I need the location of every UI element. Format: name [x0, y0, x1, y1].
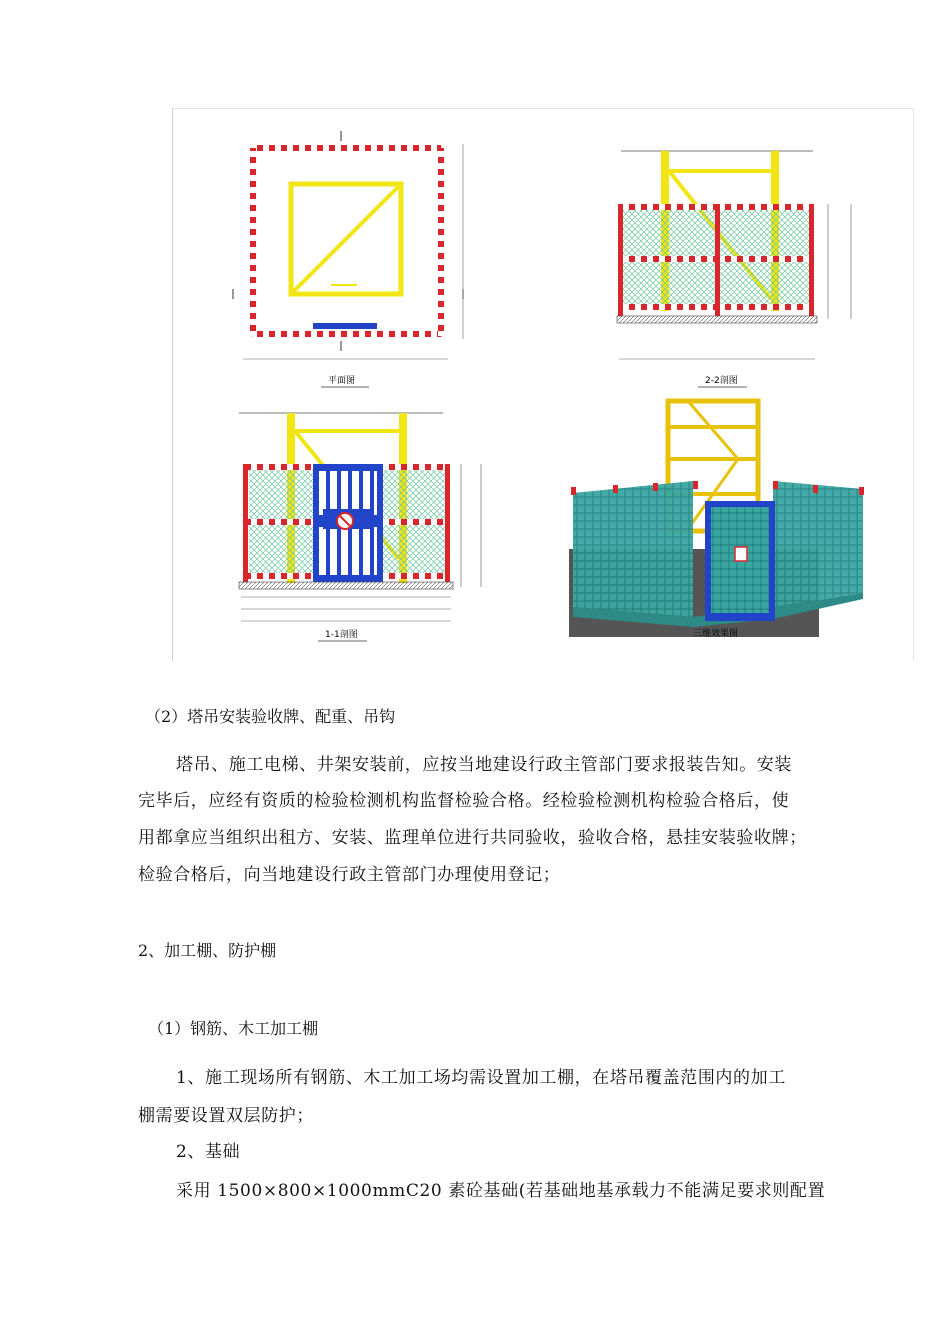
- paragraph-foundation-text: 采用 1500×800×1000mmC20 素砼基础(若基础地基承载力不能满足要求则配置: [176, 1181, 826, 1201]
- section11-caption: 1-1剖图: [325, 630, 358, 640]
- paragraph-1-line-2: 完毕后，应经有资质的检验检测机构监督检验合格。经检验检测机构检验合格后，使: [138, 791, 790, 811]
- paragraph-2-line-1: 1、施工现场所有钢筋、木工加工场均需设置加工棚，在塔吊覆盖范围内的加工: [176, 1068, 786, 1088]
- heading-rebar-shed: （1）钢筋、木工加工棚: [148, 1019, 319, 1038]
- plan-view: [233, 131, 463, 387]
- section-2-2: [617, 151, 851, 387]
- render-3d: [569, 401, 864, 639]
- paragraph-2-line-2: 棚需要设置双层防护；: [138, 1106, 314, 1126]
- render3d-caption: 三维效果图: [693, 629, 739, 639]
- heading-processing-shed: 2、加工棚、防护棚: [138, 941, 277, 960]
- heading-tower-crane: （2）塔吊安装验收牌、配重、吊钩: [145, 707, 396, 726]
- paragraph-foundation-title: 2、基础: [176, 1142, 241, 1162]
- section-1-1: [239, 413, 481, 641]
- paragraph-1-line-1: 塔吊、施工电梯、井架安装前，应按当地建设行政主管部门要求报装告知。安装: [176, 755, 792, 775]
- plan-caption: 平面图: [328, 376, 356, 386]
- section22-caption: 2-2剖图: [705, 376, 738, 386]
- paragraph-1-line-3: 用都拿应当组织出租方、安装、监理单位进行共同验收，验收合格，悬挂安装验收牌；: [138, 828, 807, 848]
- paragraph-1-line-4: 检验合格后，向当地建设行政主管部门办理使用登记；: [138, 865, 561, 885]
- drawing-figure: [172, 108, 914, 661]
